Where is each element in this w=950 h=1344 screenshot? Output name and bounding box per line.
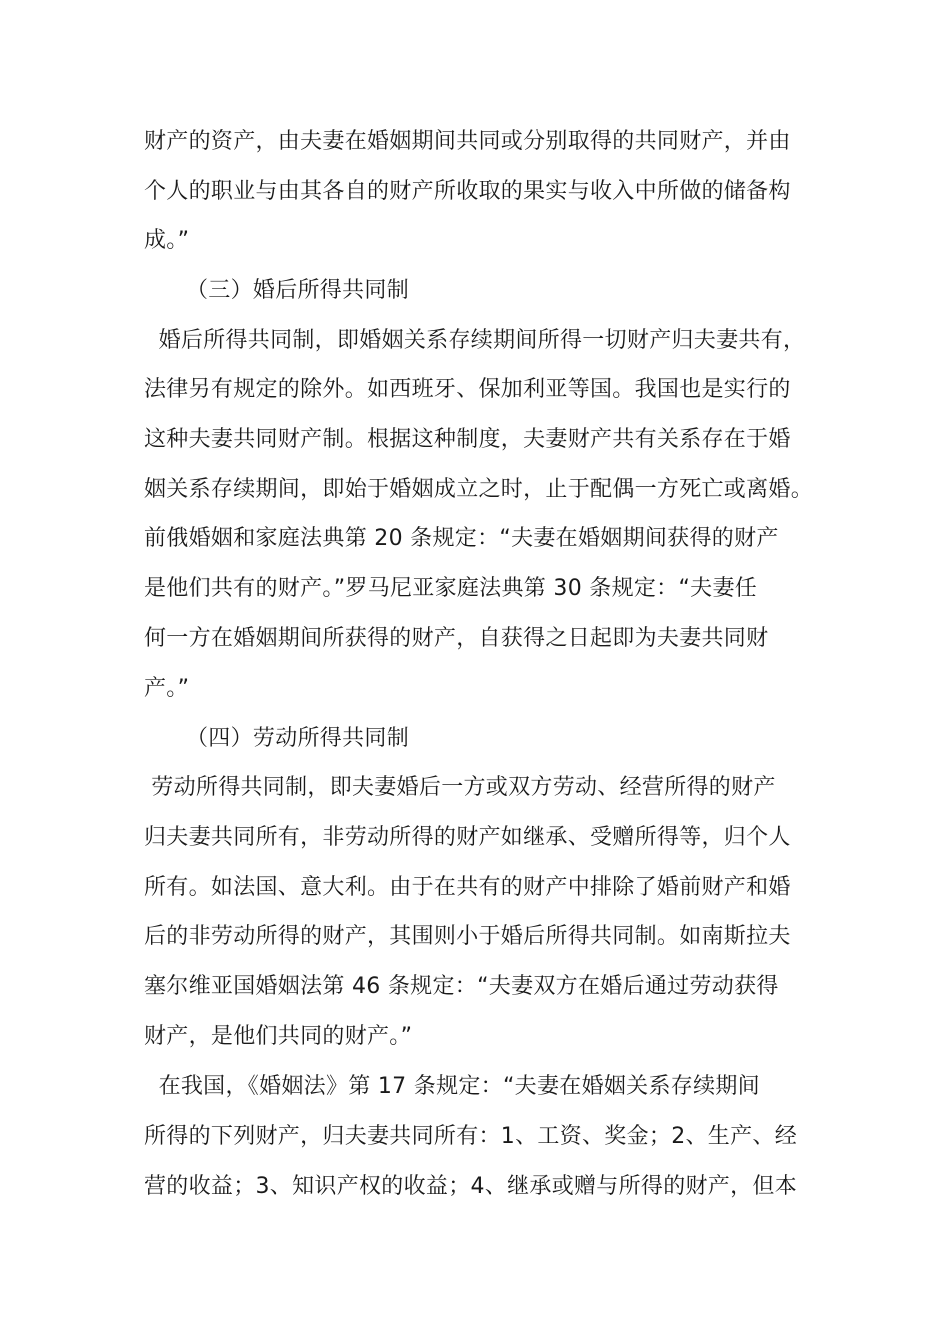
text-line-5: 婚后所得共同制，即婚姻关系存续期间所得一切财产归夫妻共有， xyxy=(144,328,806,353)
text-line-6: 法律另有规定的除外。如西班牙、保加利亚等国。我国也是实行的 xyxy=(144,377,791,402)
text-line-21: 所得的下列财产，归夫妻共同所有：1、工资、奖金；2、生产、经 xyxy=(144,1124,797,1149)
text-line-7: 这种夫妻共同财产制。根据这种制度，夫妻财产共有关系存在于婚 xyxy=(144,427,791,452)
text-line-17: 后的非劳动所得的财产，其围则小于婚后所得共同制。如南斯拉夫 xyxy=(144,924,791,949)
text-line-10: 是他们共有的财产。”罗马尼亚家庭法典第 30 条规定：“夫妻任 xyxy=(144,576,758,601)
text-line-1: 财产的资产，由夫妻在婚姻期间共同或分别取得的共同财产，并由 xyxy=(144,129,791,154)
text-line-19: 财产，是他们共同的财产。” xyxy=(144,1024,413,1049)
text-line-12: 产。” xyxy=(144,676,190,701)
section-heading-3: （三）婚后所得共同制 xyxy=(186,278,410,303)
text-line-8: 姻关系存续期间，即始于婚姻成立之时，止于配偶一方死亡或离婚。 xyxy=(144,477,814,502)
text-line-22: 营的收益；3、知识产权的收益；4、继承或赠与所得的财产，但本 xyxy=(144,1174,797,1199)
text-line-20: 在我国，《婚姻法》第 17 条规定：“夫妻在婚姻关系存续期间 xyxy=(144,1074,760,1099)
text-line-14: 劳动所得共同制，即夫妻婚后一方或双方劳动、经营所得的财产 xyxy=(144,775,776,800)
text-line-15: 归夫妻共同所有，非劳动所得的财产如继承、受赠所得等，归个人 xyxy=(144,825,791,850)
text-line-16: 所有。如法国、意大利。由于在共有的财产中排除了婚前财产和婚 xyxy=(144,875,791,900)
text-line-2: 个人的职业与由其各自的财产所收取的果实与收入中所做的储备构 xyxy=(144,179,791,204)
text-line-18: 塞尔维亚国婚姻法第 46 条规定：“夫妻双方在婚后通过劳动获得 xyxy=(144,974,779,999)
text-line-11: 何一方在婚姻期间所获得的财产，自获得之日起即为夫妻共同财 xyxy=(144,626,769,651)
text-line-9: 前俄婚姻和家庭法典第 20 条规定：“夫妻在婚姻期间获得的财产 xyxy=(144,526,779,551)
text-line-3: 成。” xyxy=(144,228,190,253)
section-heading-4: （四）劳动所得共同制 xyxy=(186,726,410,751)
